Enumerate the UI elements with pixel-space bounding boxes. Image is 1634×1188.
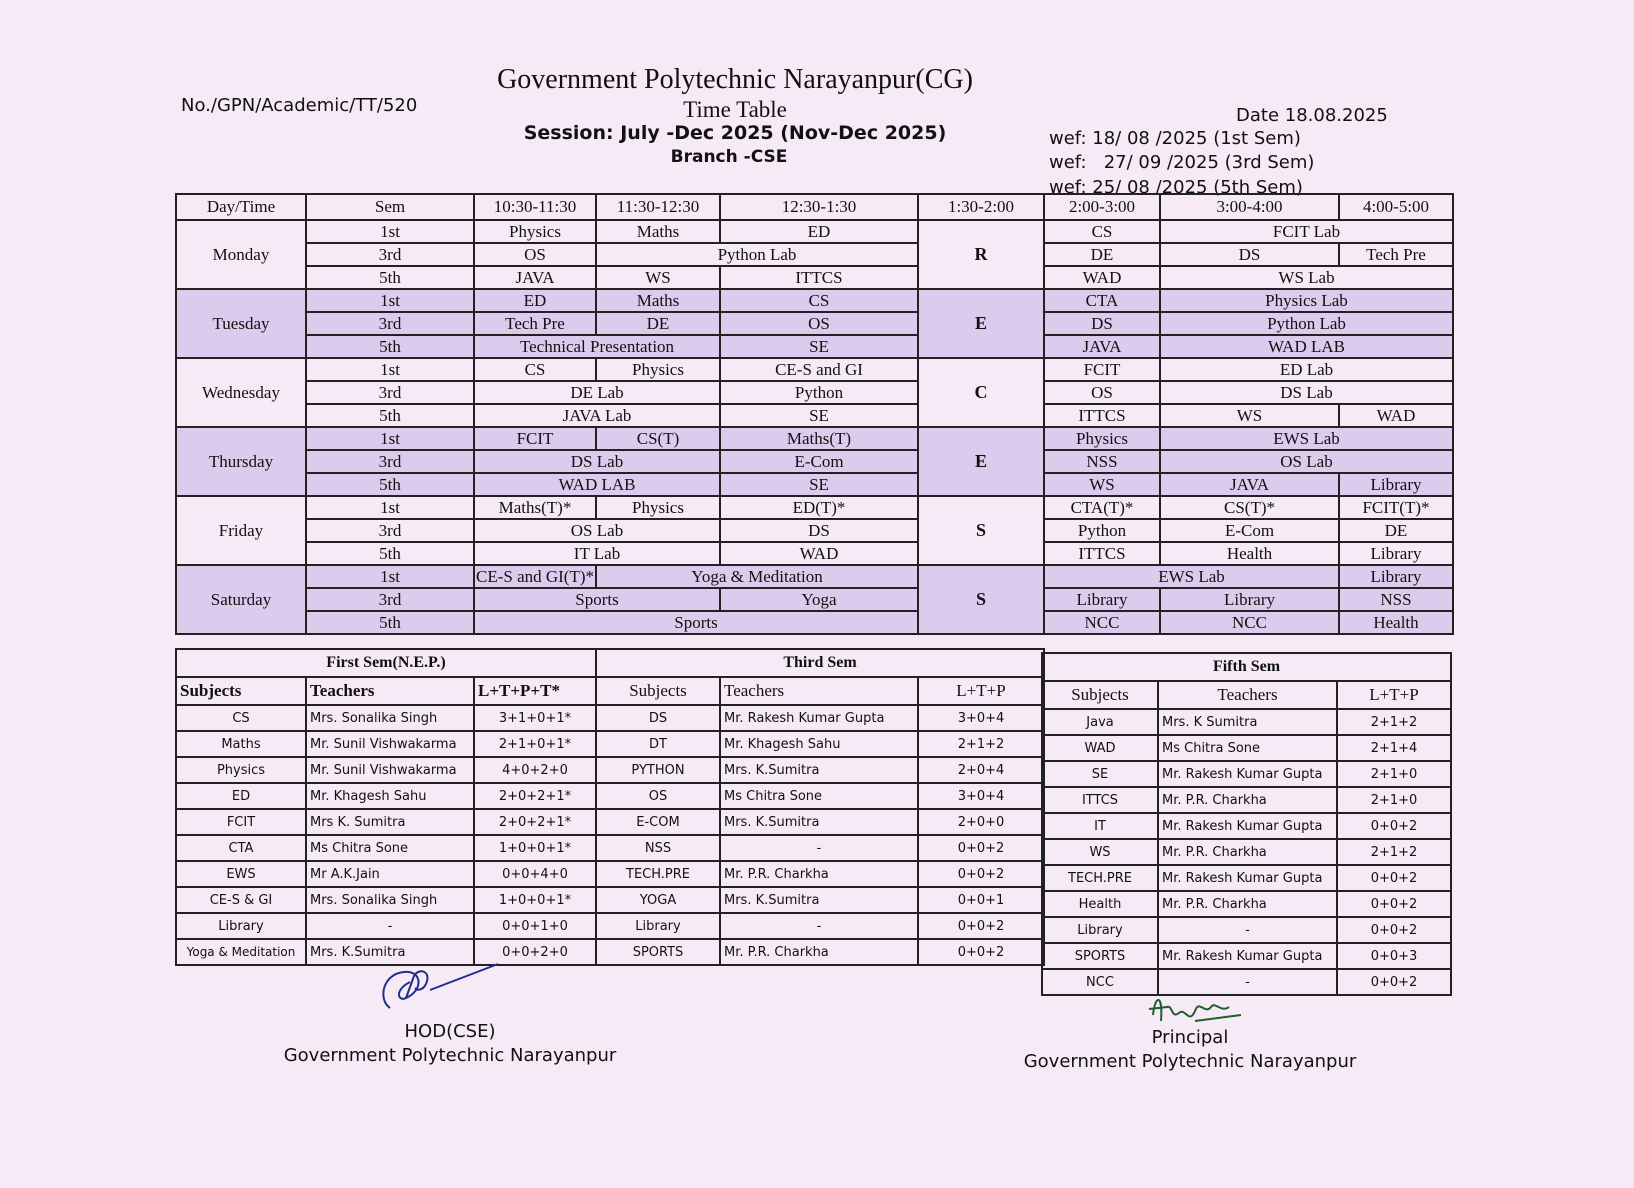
ltp-cell: 0+0+1 (918, 887, 1044, 913)
subject-cell: ED (176, 783, 306, 809)
slot-cell: DS (720, 519, 918, 542)
teacher-cell: Mr. P.R. Charkha (1158, 891, 1337, 917)
hod-signature-mark (370, 960, 510, 1020)
ltp-cell: 0+0+2 (1337, 969, 1451, 995)
recess-letter: S (918, 496, 1044, 565)
wef-5th-sem: wef: 25/ 08 /2025 (5th Sem) (1049, 177, 1303, 198)
header-cell: 2:00-3:00 (1044, 194, 1160, 220)
sem-cell: 1st (306, 358, 474, 381)
sem-cell: 1st (306, 496, 474, 519)
teacher-cell: Mr. Rakesh Kumar Gupta (1158, 813, 1337, 839)
first-sem-table (175, 648, 597, 966)
slot-cell: FCIT Lab (1160, 220, 1453, 243)
issue-date: Date 18.08.2025 (1236, 105, 1388, 126)
timetable-header-row (176, 194, 1453, 220)
slot-cell: Maths (596, 289, 720, 312)
slot-cell: NSS (1339, 588, 1453, 611)
ltp-cell: 2+1+2 (918, 731, 1044, 757)
timetable (175, 193, 1454, 635)
table-row (176, 542, 1453, 565)
slot-cell: JAVA (1044, 335, 1160, 358)
teacher-cell: Mr. Rakesh Kumar Gupta (1158, 943, 1337, 969)
slot-cell: NSS (1044, 450, 1160, 473)
principal-organization: Government Polytechnic Narayanpur (1023, 1051, 1357, 1072)
branch-line: Branch -CSE (670, 147, 788, 167)
sem-cell: 5th (306, 473, 474, 496)
subject-cell: NCC (1042, 969, 1158, 995)
ltp-cell: 0+0+3 (1337, 943, 1451, 969)
table-row (176, 312, 1453, 335)
slot-cell: ITTCS (720, 266, 918, 289)
subject-cell: DS (596, 705, 720, 731)
sem-cell: 5th (306, 404, 474, 427)
slot-cell: IT Lab (474, 542, 720, 565)
ltp-cell: 0+0+2 (918, 861, 1044, 887)
header-cell: Sem (306, 194, 474, 220)
column-header: Subjects (596, 677, 720, 705)
subject-cell: PYTHON (596, 757, 720, 783)
sem-cell: 5th (306, 611, 474, 634)
teacher-cell: Mr. Rakesh Kumar Gupta (1158, 761, 1337, 787)
recess-letter: E (918, 427, 1044, 496)
table-row (176, 611, 1453, 634)
fifth-sem-title: Fifth Sem (1042, 653, 1451, 681)
day-cell: Saturday (176, 565, 306, 634)
ltp-cell: 0+0+2 (1337, 917, 1451, 943)
day-cell: Tuesday (176, 289, 306, 358)
subject-cell: Library (1042, 917, 1158, 943)
table-row (176, 220, 1453, 243)
recess-letter: S (918, 565, 1044, 634)
slot-cell: JAVA Lab (474, 404, 720, 427)
column-header: Teachers (1158, 681, 1337, 709)
teacher-cell: - (1158, 917, 1337, 943)
slot-cell: Maths(T) (720, 427, 918, 450)
ltp-cell: 0+0+2 (918, 913, 1044, 939)
teacher-cell: Ms Chitra Sone (1158, 735, 1337, 761)
slot-cell: E-Com (1160, 519, 1339, 542)
subject-cell: Library (176, 913, 306, 939)
slot-cell: DS Lab (1160, 381, 1453, 404)
slot-cell: OS (720, 312, 918, 335)
subject-cell: CE-S & GI (176, 887, 306, 913)
slot-cell: E-Com (720, 450, 918, 473)
slot-cell: DE (596, 312, 720, 335)
day-cell: Thursday (176, 427, 306, 496)
principal-title: Principal (1151, 1027, 1229, 1048)
subject-cell: IT (1042, 813, 1158, 839)
slot-cell: WAD (1044, 266, 1160, 289)
sem-cell: 3rd (306, 243, 474, 266)
slot-cell: Physics (474, 220, 596, 243)
slot-cell: Library (1044, 588, 1160, 611)
table-row (176, 243, 1453, 266)
subject-cell: SPORTS (1042, 943, 1158, 969)
teacher-cell: Mr. P.R. Charkha (720, 939, 918, 965)
subject-cell: CTA (176, 835, 306, 861)
table-row (176, 289, 1453, 312)
subject-cell: NSS (596, 835, 720, 861)
teacher-cell: Mr A.K.Jain (306, 861, 474, 887)
teacher-cell: Mrs. K.Sumitra (720, 887, 918, 913)
table-row (176, 381, 1453, 404)
wef-1st-sem: wef: 18/ 08 /2025 (1st Sem) (1049, 128, 1301, 149)
subject-cell: TECH.PRE (1042, 865, 1158, 891)
teacher-cell: Mrs. Sonalika Singh (306, 705, 474, 731)
hod-title: HOD(CSE) (404, 1021, 496, 1042)
slot-cell: CTA (1044, 289, 1160, 312)
sem-cell: 5th (306, 266, 474, 289)
table-row (176, 427, 1453, 450)
slot-cell: WAD (1339, 404, 1453, 427)
slot-cell: WAD (720, 542, 918, 565)
slot-cell: DS Lab (474, 450, 720, 473)
subject-cell: FCIT (176, 809, 306, 835)
slot-cell: CS(T)* (1160, 496, 1339, 519)
column-header: L+T+P (918, 677, 1044, 705)
slot-cell: DS (1044, 312, 1160, 335)
header-cell: 4:00-5:00 (1339, 194, 1453, 220)
slot-cell: CS(T) (596, 427, 720, 450)
subject-cell: Yoga & Meditation (176, 939, 306, 965)
slot-cell: DE (1339, 519, 1453, 542)
header-cell: 1:30-2:00 (918, 194, 1044, 220)
slot-cell: DE Lab (474, 381, 720, 404)
slot-cell: ITTCS (1044, 542, 1160, 565)
recess-letter: E (918, 289, 1044, 358)
table-row (176, 496, 1453, 519)
reference-number: No./GPN/Academic/TT/520 (181, 95, 418, 116)
slot-cell: CS (474, 358, 596, 381)
subject-cell: WAD (1042, 735, 1158, 761)
table-row (176, 565, 1453, 588)
slot-cell: SE (720, 335, 918, 358)
table-row (176, 335, 1453, 358)
teacher-cell: Mrs K. Sumitra (306, 809, 474, 835)
header-cell: 3:00-4:00 (1160, 194, 1339, 220)
sem-cell: 3rd (306, 381, 474, 404)
slot-cell: Tech Pre (474, 312, 596, 335)
slot-cell: Library (1339, 542, 1453, 565)
day-cell: Friday (176, 496, 306, 565)
ltp-cell: 0+0+2 (1337, 891, 1451, 917)
slot-cell: DE (1044, 243, 1160, 266)
slot-cell: Health (1339, 611, 1453, 634)
ltp-cell: 2+1+4 (1337, 735, 1451, 761)
slot-cell: Library (1160, 588, 1339, 611)
ltp-cell: 0+0+4+0 (474, 861, 596, 887)
ltp-cell: 3+1+0+1* (474, 705, 596, 731)
slot-cell: Yoga (720, 588, 918, 611)
slot-cell: Maths (596, 220, 720, 243)
slot-cell: WS (1044, 473, 1160, 496)
recess-letter: R (918, 220, 1044, 289)
slot-cell: Library (1339, 473, 1453, 496)
recess-letter: C (918, 358, 1044, 427)
column-header: Teachers (306, 677, 474, 705)
ltp-cell: 2+1+0 (1337, 761, 1451, 787)
table-row (176, 266, 1453, 289)
ltp-cell: 2+0+2+1* (474, 783, 596, 809)
column-header: L+T+P (1337, 681, 1451, 709)
column-header: Subjects (176, 677, 306, 705)
slot-cell: ITTCS (1044, 404, 1160, 427)
sem-cell: 3rd (306, 312, 474, 335)
slot-cell: OS Lab (474, 519, 720, 542)
fifth-sem-table (1041, 652, 1452, 996)
teacher-cell: - (720, 835, 918, 861)
header-cell: 12:30-1:30 (720, 194, 918, 220)
subject-cell: WS (1042, 839, 1158, 865)
ltp-cell: 1+0+0+1* (474, 835, 596, 861)
teacher-cell: Mrs. Sonalika Singh (306, 887, 474, 913)
header-cell: 11:30-12:30 (596, 194, 720, 220)
table-row (176, 404, 1453, 427)
ltp-cell: 2+0+2+1* (474, 809, 596, 835)
subject-cell: Maths (176, 731, 306, 757)
ltp-cell: 2+1+2 (1337, 839, 1451, 865)
teacher-cell: Ms Chitra Sone (720, 783, 918, 809)
header-cell: 10:30-11:30 (474, 194, 596, 220)
ltp-cell: 0+0+2 (918, 939, 1044, 965)
teacher-cell: - (306, 913, 474, 939)
slot-cell: CE-S and GI(T)* (474, 565, 596, 588)
day-cell: Wednesday (176, 358, 306, 427)
slot-cell: NCC (1044, 611, 1160, 634)
subject-cell: YOGA (596, 887, 720, 913)
teacher-cell: Mr. P.R. Charkha (720, 861, 918, 887)
sem-cell: 1st (306, 289, 474, 312)
slot-cell: CTA(T)* (1044, 496, 1160, 519)
ltp-cell: 0+0+2 (1337, 813, 1451, 839)
teacher-cell: - (1158, 969, 1337, 995)
ltp-cell: 0+0+2+0 (474, 939, 596, 965)
teacher-cell: Mr. Khagesh Sahu (306, 783, 474, 809)
slot-cell: Physics Lab (1160, 289, 1453, 312)
ltp-cell: 2+1+0 (1337, 787, 1451, 813)
slot-cell: CE-S and GI (720, 358, 918, 381)
slot-cell: FCIT (474, 427, 596, 450)
slot-cell: ED (474, 289, 596, 312)
subject-cell: E-COM (596, 809, 720, 835)
subject-cell: DT (596, 731, 720, 757)
slot-cell: SE (720, 404, 918, 427)
ltp-cell: 0+0+1+0 (474, 913, 596, 939)
teacher-cell: Mr. P.R. Charkha (1158, 787, 1337, 813)
wef-3rd-sem: wef: 27/ 09 /2025 (3rd Sem) (1049, 152, 1315, 173)
slot-cell: Sports (474, 588, 720, 611)
session-line: Session: July -Dec 2025 (Nov-Dec 2025) (523, 122, 947, 144)
column-header: L+T+P+T* (474, 677, 596, 705)
subject-cell: Library (596, 913, 720, 939)
ltp-cell: 3+0+4 (918, 783, 1044, 809)
slot-cell: Physics (596, 496, 720, 519)
ltp-cell: 1+0+0+1* (474, 887, 596, 913)
institute-name: Government Polytechnic Narayanpur(CG) (497, 64, 973, 95)
table-row (176, 473, 1453, 496)
teacher-cell: Mr. Sunil Vishwakarma (306, 757, 474, 783)
slot-cell: NCC (1160, 611, 1339, 634)
day-cell: Monday (176, 220, 306, 289)
table-row (176, 588, 1453, 611)
subject-cell: OS (596, 783, 720, 809)
first-sem-title: First Sem(N.E.P.) (176, 649, 596, 677)
sem-cell: 5th (306, 335, 474, 358)
slot-cell: WS Lab (1160, 266, 1453, 289)
subject-cell: Java (1042, 709, 1158, 735)
slot-cell: Python Lab (1160, 312, 1453, 335)
slot-cell: FCIT (1044, 358, 1160, 381)
subject-cell: TECH.PRE (596, 861, 720, 887)
slot-cell: Technical Presentation (474, 335, 720, 358)
table-row (176, 450, 1453, 473)
slot-cell: ED (720, 220, 918, 243)
slot-cell: FCIT(T)* (1339, 496, 1453, 519)
sem-cell: 1st (306, 220, 474, 243)
subject-cell: SE (1042, 761, 1158, 787)
slot-cell: OS (474, 243, 596, 266)
slot-cell: JAVA (1160, 473, 1339, 496)
slot-cell: WAD LAB (1160, 335, 1453, 358)
teacher-cell: Mr. P.R. Charkha (1158, 839, 1337, 865)
slot-cell: ED Lab (1160, 358, 1453, 381)
slot-cell: Sports (474, 611, 918, 634)
slot-cell: Python (1044, 519, 1160, 542)
slot-cell: OS Lab (1160, 450, 1453, 473)
teacher-cell: Mr. Sunil Vishwakarma (306, 731, 474, 757)
slot-cell: Python Lab (596, 243, 918, 266)
subject-cell: EWS (176, 861, 306, 887)
header-cell: Day/Time (176, 194, 306, 220)
slot-cell: Library (1339, 565, 1453, 588)
slot-cell: Physics (1044, 427, 1160, 450)
table-row (176, 358, 1453, 381)
slot-cell: WS (1160, 404, 1339, 427)
ltp-cell: 2+0+4 (918, 757, 1044, 783)
slot-cell: ED(T)* (720, 496, 918, 519)
teacher-cell: Mrs. K.Sumitra (306, 939, 474, 965)
slot-cell: Python (720, 381, 918, 404)
slot-cell: WAD LAB (474, 473, 720, 496)
subject-cell: Physics (176, 757, 306, 783)
subject-cell: CS (176, 705, 306, 731)
slot-cell: Yoga & Meditation (596, 565, 918, 588)
slot-cell: WS (596, 266, 720, 289)
slot-cell: EWS Lab (1044, 565, 1339, 588)
slot-cell: Physics (596, 358, 720, 381)
column-header: Teachers (720, 677, 918, 705)
sem-cell: 5th (306, 542, 474, 565)
subject-cell: Health (1042, 891, 1158, 917)
sem-cell: 3rd (306, 588, 474, 611)
sem-cell: 1st (306, 565, 474, 588)
teacher-cell: Mr. Rakesh Kumar Gupta (720, 705, 918, 731)
slot-cell: CS (720, 289, 918, 312)
slot-cell: DS (1160, 243, 1339, 266)
teacher-cell: Mrs. K.Sumitra (720, 757, 918, 783)
ltp-cell: 2+1+0+1* (474, 731, 596, 757)
third-sem-title: Third Sem (596, 649, 1044, 677)
slot-cell: Health (1160, 542, 1339, 565)
slot-cell: Tech Pre (1339, 243, 1453, 266)
sem-cell: 3rd (306, 450, 474, 473)
teacher-cell: Mr. Khagesh Sahu (720, 731, 918, 757)
sem-cell: 1st (306, 427, 474, 450)
hod-organization: Government Polytechnic Narayanpur (283, 1045, 617, 1066)
slot-cell: CS (1044, 220, 1160, 243)
ltp-cell: 2+1+2 (1337, 709, 1451, 735)
slot-cell: EWS Lab (1160, 427, 1453, 450)
subject-cell: ITTCS (1042, 787, 1158, 813)
third-sem-table (595, 648, 1045, 966)
slot-cell: JAVA (474, 266, 596, 289)
sem-cell: 3rd (306, 519, 474, 542)
ltp-cell: 2+0+0 (918, 809, 1044, 835)
slot-cell: SE (720, 473, 918, 496)
teacher-cell: - (720, 913, 918, 939)
ltp-cell: 0+0+2 (1337, 865, 1451, 891)
teacher-cell: Ms Chitra Sone (306, 835, 474, 861)
ltp-cell: 0+0+2 (918, 835, 1044, 861)
teacher-cell: Mr. Rakesh Kumar Gupta (1158, 865, 1337, 891)
ltp-cell: 3+0+4 (918, 705, 1044, 731)
ltp-cell: 4+0+2+0 (474, 757, 596, 783)
teacher-cell: Mrs. K.Sumitra (720, 809, 918, 835)
column-header: Subjects (1042, 681, 1158, 709)
teacher-cell: Mrs. K Sumitra (1158, 709, 1337, 735)
slot-cell: Maths(T)* (474, 496, 596, 519)
table-row (176, 519, 1453, 542)
document-title: Time Table (683, 97, 787, 122)
slot-cell: OS (1044, 381, 1160, 404)
subject-cell: SPORTS (596, 939, 720, 965)
